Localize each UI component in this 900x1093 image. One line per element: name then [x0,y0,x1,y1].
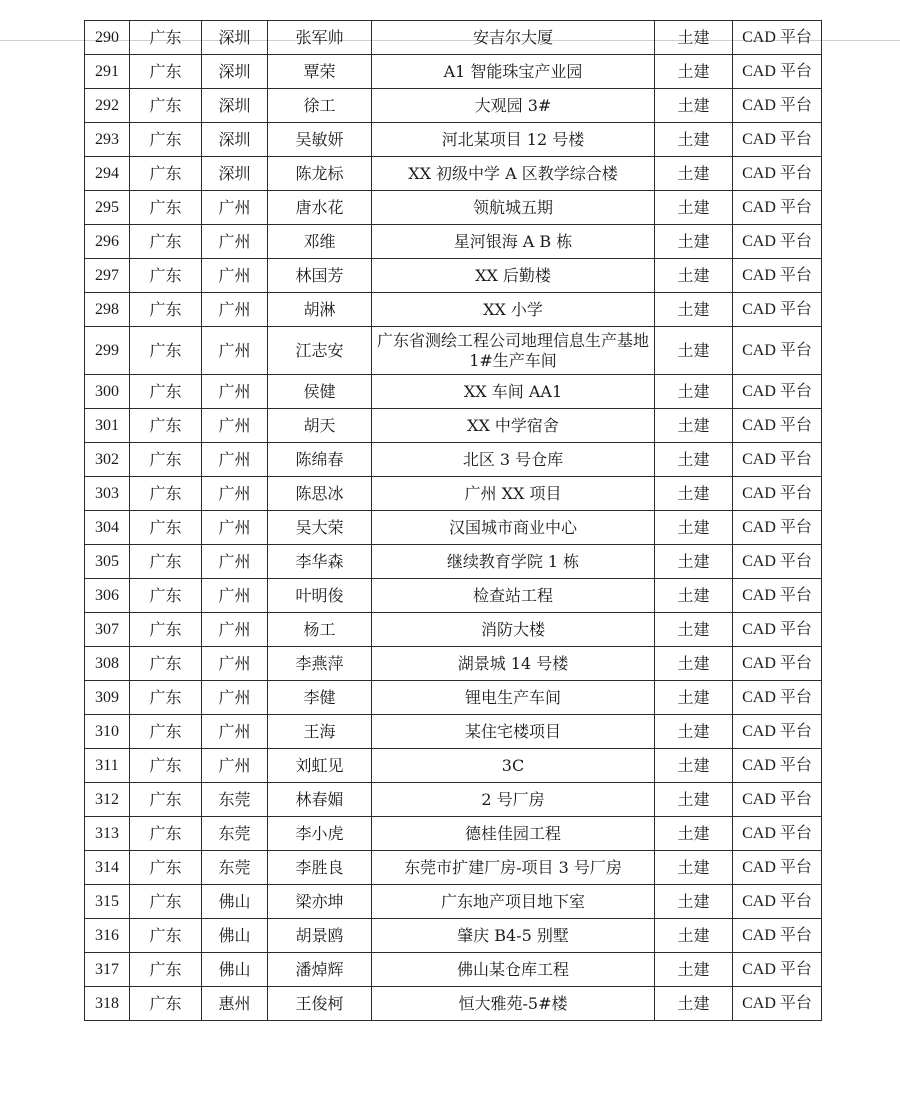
city-cell: 深圳 [202,89,268,123]
discipline-cell: 土建 [655,409,733,443]
platform-cell: CAD 平台 [733,817,822,851]
discipline-cell: 土建 [655,511,733,545]
project-name-cell: 某住宅楼项目 [372,715,655,749]
province-cell: 广东 [130,123,202,157]
person-name-cell: 叶明俊 [268,579,372,613]
project-name-cell: A1 智能珠宝产业园 [372,55,655,89]
project-name-cell: 东莞市扩建厂房-项目 3 号厂房 [372,851,655,885]
platform-cell: CAD 平台 [733,157,822,191]
city-cell: 东莞 [202,783,268,817]
table-row [85,545,822,579]
platform-cell: CAD 平台 [733,579,822,613]
row-number-cell: 293 [85,123,130,157]
province-cell: 广东 [130,443,202,477]
discipline-cell: 土建 [655,715,733,749]
table-row [85,191,822,225]
project-name-cell: 北区 3 号仓库 [372,443,655,477]
platform-cell: CAD 平台 [733,851,822,885]
project-name-cell: XX 车间 AA1 [372,375,655,409]
person-name-cell: 王海 [268,715,372,749]
platform-cell: CAD 平台 [733,21,822,55]
platform-cell: CAD 平台 [733,511,822,545]
discipline-cell: 土建 [655,851,733,885]
table-row [85,987,822,1021]
city-cell: 深圳 [202,123,268,157]
discipline-cell: 土建 [655,817,733,851]
discipline-cell: 土建 [655,477,733,511]
row-number-cell: 318 [85,987,130,1021]
person-name-cell: 杨工 [268,613,372,647]
discipline-cell: 土建 [655,89,733,123]
row-number-cell: 313 [85,817,130,851]
person-name-cell: 梁亦坤 [268,885,372,919]
person-name-cell: 覃荣 [268,55,372,89]
province-cell: 广东 [130,157,202,191]
row-number-cell: 303 [85,477,130,511]
row-number-cell: 297 [85,259,130,293]
table-row [85,409,822,443]
platform-cell: CAD 平台 [733,477,822,511]
province-cell: 广东 [130,817,202,851]
row-number-cell: 310 [85,715,130,749]
project-name-cell: 肇庆 B4-5 别墅 [372,919,655,953]
province-cell: 广东 [130,579,202,613]
row-number-cell: 304 [85,511,130,545]
discipline-cell: 土建 [655,157,733,191]
project-name-cell: 广州 XX 项目 [372,477,655,511]
province-cell: 广东 [130,511,202,545]
project-name-cell: XX 中学宿舍 [372,409,655,443]
city-cell: 广州 [202,225,268,259]
person-name-cell: 胡天 [268,409,372,443]
person-name-cell: 胡淋 [268,293,372,327]
person-name-cell: 李燕萍 [268,647,372,681]
table-row [85,157,822,191]
platform-cell: CAD 平台 [733,885,822,919]
platform-cell: CAD 平台 [733,681,822,715]
province-cell: 广东 [130,953,202,987]
project-name-cell: 广东地产项目地下室 [372,885,655,919]
row-number-cell: 315 [85,885,130,919]
city-cell: 广州 [202,375,268,409]
province-cell: 广东 [130,225,202,259]
city-cell: 佛山 [202,919,268,953]
table-row [85,511,822,545]
city-cell: 广州 [202,511,268,545]
city-cell: 深圳 [202,157,268,191]
platform-cell: CAD 平台 [733,443,822,477]
row-number-cell: 312 [85,783,130,817]
project-name-cell: 领航城五期 [372,191,655,225]
province-cell: 广东 [130,259,202,293]
city-cell: 深圳 [202,21,268,55]
province-cell: 广东 [130,545,202,579]
table-row [85,21,822,55]
discipline-cell: 土建 [655,443,733,477]
platform-cell: CAD 平台 [733,259,822,293]
city-cell: 广州 [202,647,268,681]
row-number-cell: 302 [85,443,130,477]
project-name-cell: 安吉尔大厦 [372,21,655,55]
row-number-cell: 309 [85,681,130,715]
table-row [85,783,822,817]
province-cell: 广东 [130,919,202,953]
table-row [85,89,822,123]
discipline-cell: 土建 [655,613,733,647]
person-name-cell: 陈绵春 [268,443,372,477]
city-cell: 广州 [202,259,268,293]
discipline-cell: 土建 [655,375,733,409]
table-row [85,715,822,749]
project-name-cell: 星河银海 A B 栋 [372,225,655,259]
row-number-cell: 298 [85,293,130,327]
table-row [85,123,822,157]
platform-cell: CAD 平台 [733,647,822,681]
row-number-cell: 307 [85,613,130,647]
row-number-cell: 301 [85,409,130,443]
registry-table [84,20,822,1021]
province-cell: 广东 [130,851,202,885]
table-row [85,293,822,327]
discipline-cell: 土建 [655,579,733,613]
city-cell: 东莞 [202,851,268,885]
person-name-cell: 王俊柯 [268,987,372,1021]
platform-cell: CAD 平台 [733,225,822,259]
row-number-cell: 316 [85,919,130,953]
platform-cell: CAD 平台 [733,953,822,987]
discipline-cell: 土建 [655,191,733,225]
person-name-cell: 李华森 [268,545,372,579]
table-row [85,443,822,477]
project-name-cell: 广东省测绘工程公司地理信息生产基地 1#生产车间 [372,327,655,375]
project-name-cell: XX 后勤楼 [372,259,655,293]
platform-cell: CAD 平台 [733,191,822,225]
table-row [85,647,822,681]
person-name-cell: 胡景鸥 [268,919,372,953]
discipline-cell: 土建 [655,225,733,259]
discipline-cell: 土建 [655,545,733,579]
city-cell: 广州 [202,749,268,783]
person-name-cell: 江志安 [268,327,372,375]
project-name-cell: 河北某项目 12 号楼 [372,123,655,157]
table-row [85,225,822,259]
row-number-cell: 305 [85,545,130,579]
city-cell: 广州 [202,715,268,749]
person-name-cell: 刘虹见 [268,749,372,783]
province-cell: 广东 [130,327,202,375]
platform-cell: CAD 平台 [733,123,822,157]
city-cell: 广州 [202,293,268,327]
person-name-cell: 陈龙标 [268,157,372,191]
discipline-cell: 土建 [655,749,733,783]
person-name-cell: 李胜良 [268,851,372,885]
project-name-cell: 恒大雅苑-5#楼 [372,987,655,1021]
row-number-cell: 290 [85,21,130,55]
person-name-cell: 张军帅 [268,21,372,55]
row-number-cell: 300 [85,375,130,409]
city-cell: 广州 [202,681,268,715]
city-cell: 广州 [202,613,268,647]
province-cell: 广东 [130,715,202,749]
table-row [85,953,822,987]
city-cell: 惠州 [202,987,268,1021]
discipline-cell: 土建 [655,293,733,327]
discipline-cell: 土建 [655,123,733,157]
table-row [85,613,822,647]
discipline-cell: 土建 [655,21,733,55]
platform-cell: CAD 平台 [733,327,822,375]
province-cell: 广东 [130,55,202,89]
discipline-cell: 土建 [655,55,733,89]
project-name-cell: 2 号厂房 [372,783,655,817]
project-name-cell: 汉国城市商业中心 [372,511,655,545]
person-name-cell: 潘焯辉 [268,953,372,987]
project-name-cell: 德桂佳园工程 [372,817,655,851]
row-number-cell: 308 [85,647,130,681]
province-cell: 广东 [130,647,202,681]
platform-cell: CAD 平台 [733,749,822,783]
project-name-cell: 3C [372,749,655,783]
city-cell: 深圳 [202,55,268,89]
platform-cell: CAD 平台 [733,89,822,123]
person-name-cell: 陈思冰 [268,477,372,511]
discipline-cell: 土建 [655,681,733,715]
discipline-cell: 土建 [655,259,733,293]
row-number-cell: 296 [85,225,130,259]
platform-cell: CAD 平台 [733,613,822,647]
row-number-cell: 317 [85,953,130,987]
project-name-cell: 继续教育学院 1 栋 [372,545,655,579]
discipline-cell: 土建 [655,327,733,375]
discipline-cell: 土建 [655,885,733,919]
row-number-cell: 314 [85,851,130,885]
table-row [85,817,822,851]
city-cell: 广州 [202,327,268,375]
province-cell: 广东 [130,749,202,783]
province-cell: 广东 [130,409,202,443]
project-name-cell: 消防大楼 [372,613,655,647]
project-name-cell: 湖景城 14 号楼 [372,647,655,681]
row-number-cell: 299 [85,327,130,375]
platform-cell: CAD 平台 [733,375,822,409]
person-name-cell: 徐工 [268,89,372,123]
person-name-cell: 邓维 [268,225,372,259]
city-cell: 东莞 [202,817,268,851]
province-cell: 广东 [130,89,202,123]
row-number-cell: 291 [85,55,130,89]
discipline-cell: 土建 [655,919,733,953]
table-row [85,681,822,715]
platform-cell: CAD 平台 [733,545,822,579]
discipline-cell: 土建 [655,647,733,681]
city-cell: 佛山 [202,953,268,987]
person-name-cell: 吴大荣 [268,511,372,545]
table-row [85,259,822,293]
table-row [85,375,822,409]
platform-cell: CAD 平台 [733,783,822,817]
city-cell: 广州 [202,545,268,579]
province-cell: 广东 [130,987,202,1021]
table-row [85,327,822,375]
project-name-cell: 大观园 3# [372,89,655,123]
platform-cell: CAD 平台 [733,919,822,953]
province-cell: 广东 [130,191,202,225]
discipline-cell: 土建 [655,953,733,987]
person-name-cell: 李健 [268,681,372,715]
project-name-cell: 佛山某仓库工程 [372,953,655,987]
city-cell: 广州 [202,191,268,225]
city-cell: 广州 [202,409,268,443]
row-number-cell: 311 [85,749,130,783]
discipline-cell: 土建 [655,783,733,817]
platform-cell: CAD 平台 [733,293,822,327]
row-number-cell: 306 [85,579,130,613]
person-name-cell: 侯健 [268,375,372,409]
person-name-cell: 李小虎 [268,817,372,851]
person-name-cell: 林春媚 [268,783,372,817]
city-cell: 广州 [202,477,268,511]
province-cell: 广东 [130,681,202,715]
province-cell: 广东 [130,885,202,919]
province-cell: 广东 [130,21,202,55]
project-name-cell: XX 初级中学 A 区教学综合楼 [372,157,655,191]
person-name-cell: 唐水花 [268,191,372,225]
table-row [85,851,822,885]
project-name-cell: XX 小学 [372,293,655,327]
table-row [85,749,822,783]
table-row [85,579,822,613]
row-number-cell: 294 [85,157,130,191]
province-cell: 广东 [130,783,202,817]
platform-cell: CAD 平台 [733,55,822,89]
city-cell: 广州 [202,443,268,477]
row-number-cell: 292 [85,89,130,123]
discipline-cell: 土建 [655,987,733,1021]
city-cell: 广州 [202,579,268,613]
platform-cell: CAD 平台 [733,715,822,749]
person-name-cell: 林国芳 [268,259,372,293]
city-cell: 佛山 [202,885,268,919]
province-cell: 广东 [130,293,202,327]
table-row [85,477,822,511]
province-cell: 广东 [130,477,202,511]
platform-cell: CAD 平台 [733,987,822,1021]
project-name-cell: 检查站工程 [372,579,655,613]
table-row [85,55,822,89]
table-body [85,21,822,1021]
table-row [85,885,822,919]
person-name-cell: 吴敏妍 [268,123,372,157]
province-cell: 广东 [130,613,202,647]
project-name-cell: 锂电生产车间 [372,681,655,715]
province-cell: 广东 [130,375,202,409]
platform-cell: CAD 平台 [733,409,822,443]
table-row [85,919,822,953]
row-number-cell: 295 [85,191,130,225]
